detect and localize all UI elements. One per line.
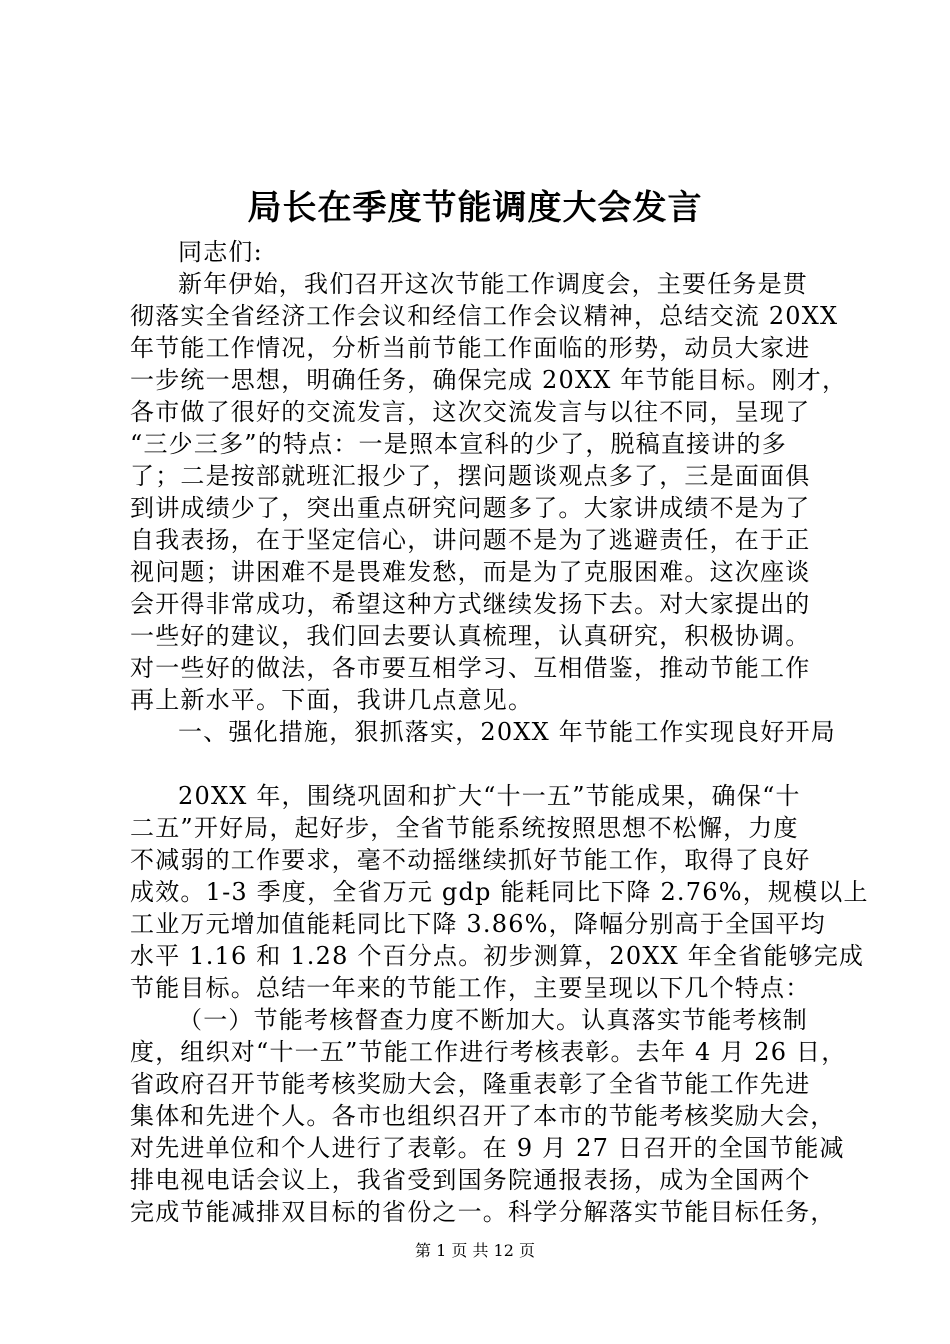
paragraph-line: 成效。1-3 季度，全省万元 gdp 能耗同比下降 2.76%，规模以上 [130, 878, 869, 906]
paragraph-line: 对先进单位和个人进行了表彰。在 9 月 27 日召开的全国节能减 [130, 1134, 845, 1162]
paragraph-line: 排电视电话会议上，我省受到国务院通报表扬，成为全国两个 [130, 1166, 811, 1194]
paragraph-line: 二五”开好局，起好步，全省节能系统按照思想不松懈，力度 [130, 814, 799, 842]
paragraph-line: 节能目标。总结一年来的节能工作，主要呈现以下几个特点： [130, 974, 811, 1002]
paragraph-line: 新年伊始，我们召开这次节能工作调度会，主要任务是贯 [178, 270, 808, 298]
paragraph-line: 20XX 年，围绕巩固和扩大“十一五”节能成果，确保“十 [178, 782, 801, 810]
page-number-footer: 第 1 页 共 12 页 [415, 1241, 535, 1260]
subsection-line: （一）节能考核督查力度不断加大。认真落实节能考核制 [178, 1006, 808, 1034]
paragraph-line: 各市做了很好的交流发言，这次交流发言与以往不同，呈现了 [130, 398, 811, 426]
paragraph-line: 彻落实全省经济工作会议和经信工作会议精神，总结交流 20XX [130, 302, 839, 330]
paragraph-line: 一些好的建议，我们回去要认真梳理，认真研究，积极协调。 [130, 622, 811, 650]
paragraph-line: 水平 1.16 和 1.28 个百分点。初步测算，20XX 年全省能够完成 [130, 942, 865, 970]
paragraph-line: 了；二是按部就班汇报少了，摆问题谈观点多了，三是面面俱 [130, 462, 811, 490]
paragraph-line: “三少三多”的特点：一是照本宣科的少了，脱稿直接讲的多 [130, 430, 787, 458]
paragraph-line: 完成节能减排双目标的省份之一。科学分解落实节能目标任务， [130, 1198, 836, 1226]
paragraph-line: 工业万元增加值能耗同比下降 3.86%，降幅分别高于全国平均 [130, 910, 826, 938]
paragraph-line: 视问题；讲困难不是畏难发愁，而是为了克服困难。这次座谈 [130, 558, 811, 586]
document-title: 局长在季度节能调度大会发言 [247, 188, 703, 228]
paragraph-line: 再上新水平。下面，我讲几点意见。 [130, 686, 534, 714]
paragraph-line: 集体和先进个人。各市也组织召开了本市的节能考核奖励大会， [130, 1102, 836, 1130]
paragraph-line: 会开得非常成功，希望这种方式继续发扬下去。对大家提出的 [130, 590, 811, 618]
paragraph-line: 省政府召开节能考核奖励大会，隆重表彰了全省节能工作先进 [130, 1070, 811, 1098]
paragraph-line: 自我表扬，在于坚定信心，讲问题不是为了逃避责任，在于正 [130, 526, 811, 554]
section-heading: 一、强化措施，狠抓落实，20XX 年节能工作实现良好开局 [178, 718, 836, 746]
paragraph-line: 年节能工作情况，分析当前节能工作面临的形势，动员大家进 [130, 334, 811, 362]
paragraph-line: 对一些好的做法，各市要互相学习、互相借鉴，推动节能工作 [130, 654, 811, 682]
paragraph-line: 度，组织对“十一五”节能工作进行考核表彰。去年 4 月 26 日， [130, 1038, 847, 1066]
paragraph-line: 一步统一思想，明确任务，确保完成 20XX 年节能目标。刚才， [130, 366, 848, 394]
salutation: 同志们: [178, 238, 263, 266]
paragraph-line: 到讲成绩少了，突出重点研究问题多了。大家讲成绩不是为了 [130, 494, 811, 522]
paragraph-line: 不减弱的工作要求，毫不动摇继续抓好节能工作，取得了良好 [130, 846, 811, 874]
